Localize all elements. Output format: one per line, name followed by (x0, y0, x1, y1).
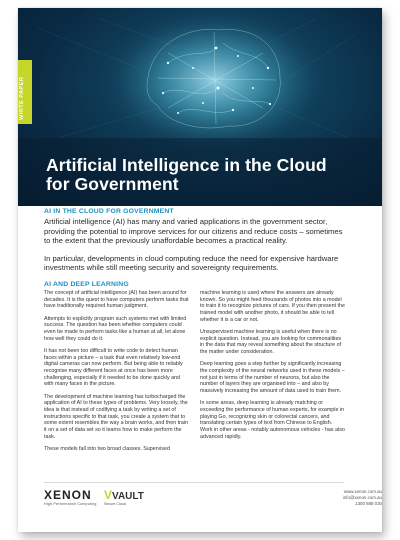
intro-paragraph-2: In particular, developments in cloud computing reduce the need for expensive hardware investments while still meeting security and sovereignty requirements. (44, 253, 339, 273)
body-paragraph: It has not been too difficult to write code to detect human faces within a picture – a task that even relatively low-end digital cameras can now perform. But being able to reliably recognise many different faces at once has been more challenging, especially if it needed to be done quickly and with many faces in the picture. (44, 347, 183, 388)
vault-logo (104, 488, 144, 506)
xenon-logo-subtitle: High Performance Computing (44, 502, 97, 506)
xenon-logo-text: XENON (44, 488, 92, 502)
body-paragraph: machine learning is used where the answers are already known. So you might feed thousands of photos into a model to train it to recognize pictures of cars. If you then present the trained model with another photo, it should be able to tell whether it is a car or not. (200, 290, 345, 323)
xenon-logo (44, 488, 97, 506)
body-paragraph: Attempts to explicitly program such systems met with limited success. The question has been whether computers could even be made to perform tasks like a human at all, let alone how well they could do it. (44, 315, 187, 342)
body-paragraph: Deep learning goes a step further by significantly increasing the complexity of the neural networks used in these models – not just in terms of the number of neurons, but also the number of layers they are organised into – and also by massively increasing the amount of data used to train them. (200, 361, 345, 395)
intro-paragraph-1: Artificial intelligence (AI) has many and varied applications in the government sector, providing the potential to improve services for our citizens and reduce costs – sometimes to the extent that the previously unaffordable becomes a practical reality. (44, 217, 343, 246)
vault-logo-text: VAULT (112, 491, 144, 502)
body-paragraph: The concept of artificial intelligence (AI) has been around for decades. It is the quest to have computers perform tasks that have traditionally required human judgment. (44, 290, 189, 310)
white-paper-tag (18, 60, 32, 124)
footer-divider (44, 482, 344, 483)
title-line-1: Artificial Intelligence in the Cloud (46, 155, 327, 175)
section-heading-deep-learning: AI AND DEEP LEARNING (44, 280, 129, 288)
title-line-2: for Government (46, 174, 179, 194)
vault-mark-icon: V (104, 488, 113, 502)
body-paragraph: In some areas, deep learning is already matching or exceeding the performance of human experts, for example in playing Go, recognizing skin or colorectal cancers, and translating certain types of text from Chinese to English. Work in other areas - notably autonomous vehicles - has also advanced rapidly. (200, 400, 345, 440)
contact-website[interactable]: www.xenon.com.au (343, 489, 382, 494)
intro-section (44, 208, 344, 288)
right-column (200, 290, 346, 446)
page-title (46, 156, 366, 194)
contact-email[interactable]: info@xenon.com.au (342, 495, 382, 500)
body-paragraph: The development of machine learning has turbocharged the application of AI to these types of problems. Very loosely, the idea is that instead of codifying a task by writing a set of instructions specific to that task, you create a system that to some extent resembles the way a brain works, and then train it on a set of data set so it learns how to make perform the task. (44, 393, 189, 440)
left-column (44, 290, 190, 458)
contact-phone: 1300 888 030 (355, 501, 382, 506)
hero-banner (18, 8, 382, 206)
vault-logo-subtitle: Secure Cloud (104, 502, 126, 506)
section-heading-ai-cloud: AI IN THE CLOUD FOR GOVERNMENT (44, 208, 174, 215)
body-paragraph: These models fall into two broad classes. Supervised (44, 446, 170, 453)
white-paper-label: WHITE PAPER (19, 76, 25, 120)
contact-block (343, 489, 382, 507)
body-paragraph: Unsupervised machine learning is useful when there is no explicit question. Instead, you are looking for commonalities in the data that may reveal something about the structure of the matter under consideration. (200, 329, 342, 356)
